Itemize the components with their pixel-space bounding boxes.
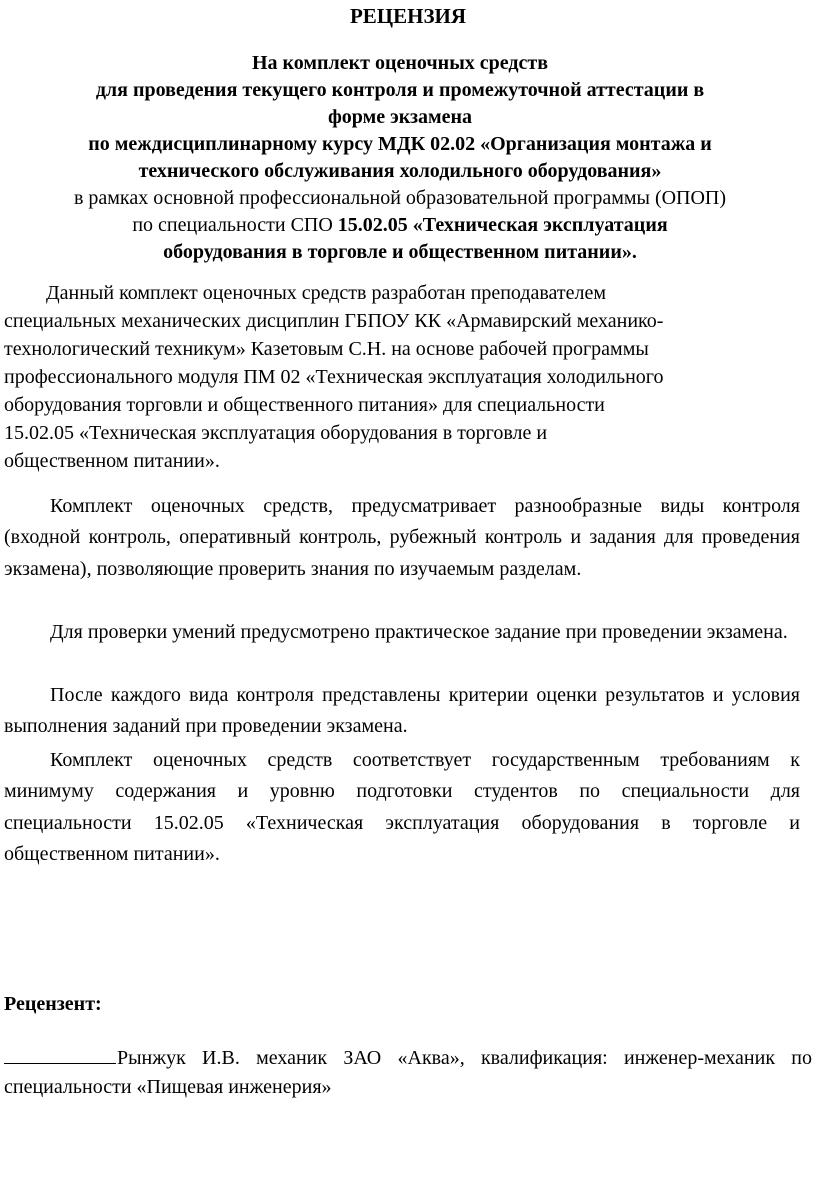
paragraph-developer-line-1-text: Данный комплект оценочных средств разработан преподавателем (46, 282, 607, 304)
subject-line-5: технического обслуживания холодильного оборудования» (138, 160, 662, 182)
paragraph-developer-line-7: общественном питании». (4, 450, 220, 472)
program-line-3: оборудования в торговле и общественном питании». (163, 241, 637, 263)
program-info (0, 185, 800, 266)
subject-line-4: по междисциплинарному курсу МДК 02.02 «Организация монтажа и (88, 133, 712, 155)
paragraph-developer-line-3: технологический техникум» Казетовым С.Н. на основе рабочей программы (4, 338, 649, 360)
paragraph-skills-check: Для проверки умений предусмотрено практическое задание при проведении экзамена. (50, 621, 788, 643)
program-line-2-bold: 15.02.05 «Техническая эксплуатация (337, 214, 668, 236)
paragraph-control-types: Комплект оценочных средств, предусматривает разнообразные виды контроля (входной контроль, оперативный контроль, рубежный контроль и задания для проведения экзамена), позволяющие проверить знания по изучаемым разделам. (4, 495, 800, 580)
reviewer-info (4, 1043, 812, 1102)
paragraph-developer-line-4: профессионального модуля ПМ 02 «Техническая эксплуатация холодильного (4, 366, 664, 388)
paragraph-compliance: Комплект оценочных средств соответствует государственным требованиям к минимуму содержания и уровню подготовки студентов по специальности для специальности 15.02.05 «Техническая эксплуатация оборудования в торговле и общественном питании». (4, 749, 800, 866)
signature-line (4, 1043, 116, 1064)
subject-line-2: для проведения текущего контроля и промежуточной аттестации в (95, 79, 705, 101)
paragraph-developer-line-1 (4, 279, 800, 307)
paragraph-developer-line-2: специальных механических дисциплин ГБПОУ КК «Армавирский механико- (4, 310, 664, 332)
program-line-2-prefix: по специальности СПО (132, 214, 338, 236)
subject-line-1: На комплект оценочных средств (251, 52, 549, 74)
reviewer-text: Рынжук И.В. механик ЗАО «Аква», квалификация: инженер-механик по специальности «Пищевая инженерия» (4, 1047, 812, 1098)
program-line-1: в рамках основной профессиональной образовательной программы (ОПОП) (73, 187, 727, 209)
paragraph-developer-line-6: 15.02.05 «Техническая эксплуатация оборудования в торговле и (4, 422, 548, 444)
program-line-2 (0, 212, 800, 239)
reviewer-label: Рецензент: (4, 993, 102, 1015)
subject-line-3: форме экзамена (327, 106, 473, 128)
paragraph-developer-line-5: оборудования торговли и общественного питания» для специальности (4, 394, 605, 416)
document-subject (0, 50, 800, 185)
paragraph-criteria: После каждого вида контроля представлены критерии оценки результатов и условия выполнения заданий при проведении экзамена. (4, 684, 800, 738)
paragraph-developer (4, 279, 800, 475)
document-title: РЕЦЕНЗИЯ (349, 4, 467, 28)
